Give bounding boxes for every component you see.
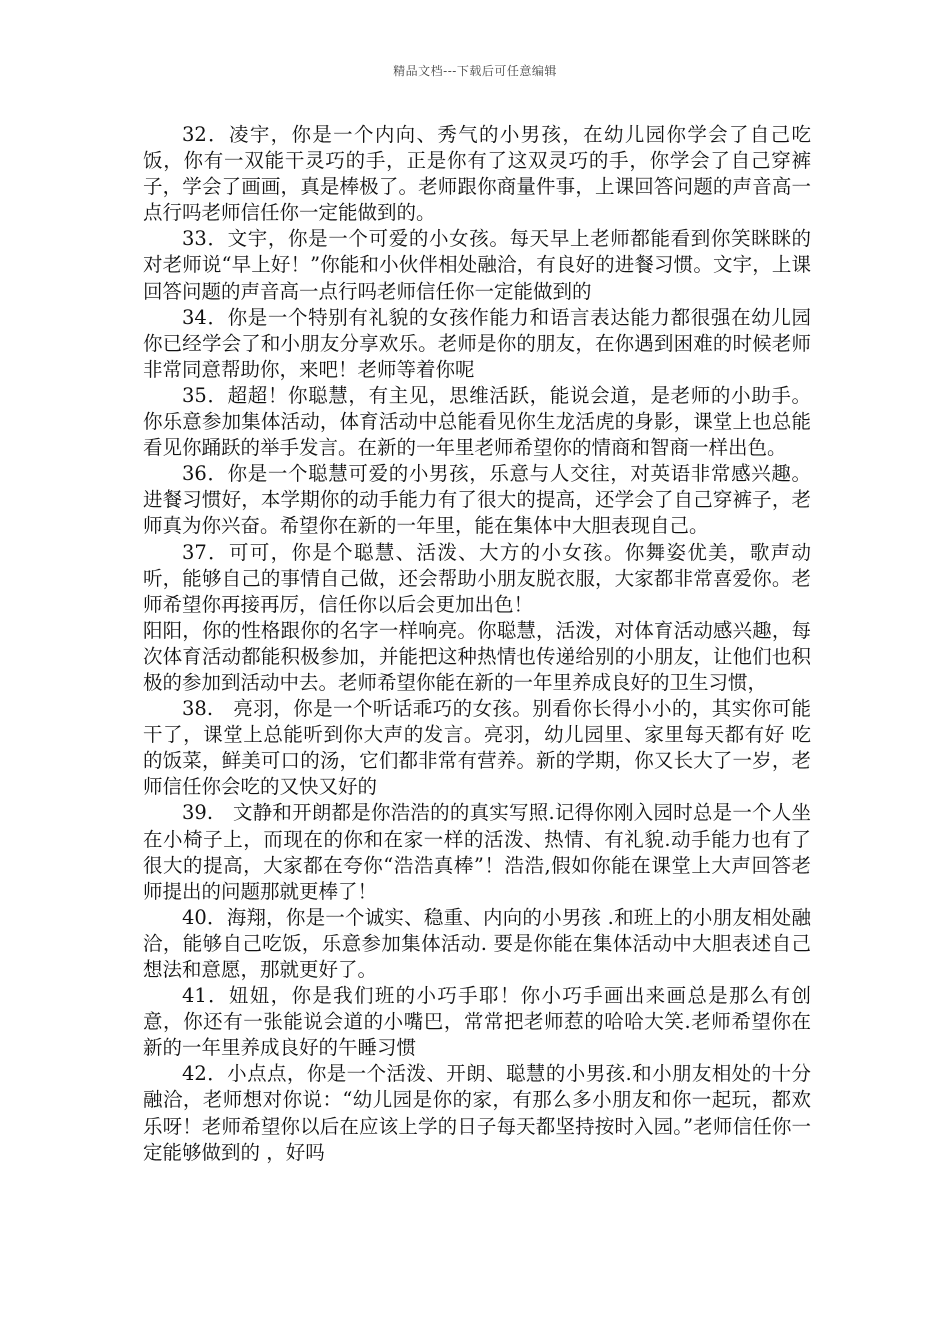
paragraph-35: 35．超超！你聪慧，有主见，思维活跃，能说会道，是老师的小助手。你乐意参加集体活动，体育活动中总能看见你生龙活虎的身影，课堂上也总能看见你踊跃的举手发言。在新的一年里老师希望你的情商和智商一样出色。 <box>143 383 811 460</box>
paragraph-32: 32．凌宇，你是一个内向、秀气的小男孩，在幼儿园你学会了自己吃饭，你有一双能干灵巧的手，正是你有了这双灵巧的手，你学会了自己穿裤子，学会了画画，真是棒极了。老师跟你商量件事，上课回答问题的声音高一点行吗老师信任你一定能做到的。 <box>143 123 811 225</box>
page-header: 精品文档---下载后可任意编辑 <box>393 64 557 78</box>
paragraph-36: 36．你是一个聪慧可爱的小男孩，乐意与人交往，对英语非常感兴趣。进餐习惯好，本学期你的动手能力有了很大的提高，还学会了自己穿裤子，老师真为你兴奋。希望你在新的一年里，能在集体中大胆表现自己。 <box>143 462 811 538</box>
paragraph-38: 38. 亮羽，你是一个听话乖巧的女孩。别看你长得小小的，其实你可能干了，课堂上总能听到你大声的发言。亮羽，幼儿园里、家里每天都有好 吃的饭菜，鲜美可口的汤，它们都非常有营养。新的学期，你又长大了一岁，老师信任你会吃的又快又好的 <box>143 697 811 799</box>
paragraph-40: 40．海翔，你是一个诚实、稳重、内向的小男孩 .和班上的小朋友相处融洽，能够自己吃饭，乐意参加集体活动. 要是你能在集体活动中大胆表述自己想法和意愿，那就更好了。 <box>143 905 811 981</box>
paragraph-41: 41．妞妞，你是我们班的小巧手耶！你小巧手画出来画总是那么有创意，你还有一张能说会道的小嘴巴，常常把老师惹的哈哈大笑.老师希望你在新的一年里养成良好的午睡习惯 <box>143 984 811 1060</box>
paragraph-yangyang: 阳阳，你的性格跟你的名字一样响亮。你聪慧，活泼，对体育活动感兴趣，每次体育活动都能积极参加，并能把这种热情也传递给别的小朋友，让他们也积极的参加到活动中去。老师希望你能在新的一年里养成良好的卫生习惯， <box>143 618 811 694</box>
paragraph-33: 33．文宇，你是一个可爱的小女孩。每天早上老师都能看到你笑眯眯的对老师说“早上好！”你能和小伙伴相处融洽，有良好的进餐习惯。文宇，上课回答问题的声音高一点行吗老师信任你一定能做到的 <box>143 227 811 303</box>
document-body <box>143 122 811 1166</box>
paragraph-39: 39. 文静和开朗都是你浩浩的的真实写照.记得你刚入园时总是一个人坐在小椅子上，而现在的你和在家一样的活泼、热情、有礼貌.动手能力也有了很大的提高，大家都在夸你“浩浩真棒”！浩浩,假如你能在课堂上大声回答老师提出的问题那就更棒了！ <box>143 801 811 903</box>
paragraph-42: 42．小点点，你是一个活泼、开朗、聪慧的小男孩.和小朋友相处的十分融洽，老师想对你说：“幼儿园是你的家，有那么多小朋友和你一起玩，都欢乐呀！老师希望你以后在应该上学的日子每天都坚持按时入园。”老师信任你一定能够做到的 ，好吗 <box>143 1062 811 1164</box>
paragraph-34: 34．你是一个特别有礼貌的女孩作能力和语言表达能力都很强在幼儿园你已经学会了和小朋友分享欢乐。老师是你的朋友，在你遇到困难的时候老师非常同意帮助你，来吧！老师等着你呢 <box>143 305 811 381</box>
paragraph-37: 37．可可，你是个聪慧、活泼、大方的小女孩。你舞姿优美，歌声动听，能够自己的事情自己做，还会帮助小朋友脱衣服，大家都非常喜爱你。老师希望你再接再厉，信任你以后会更加出色！ <box>143 540 811 616</box>
